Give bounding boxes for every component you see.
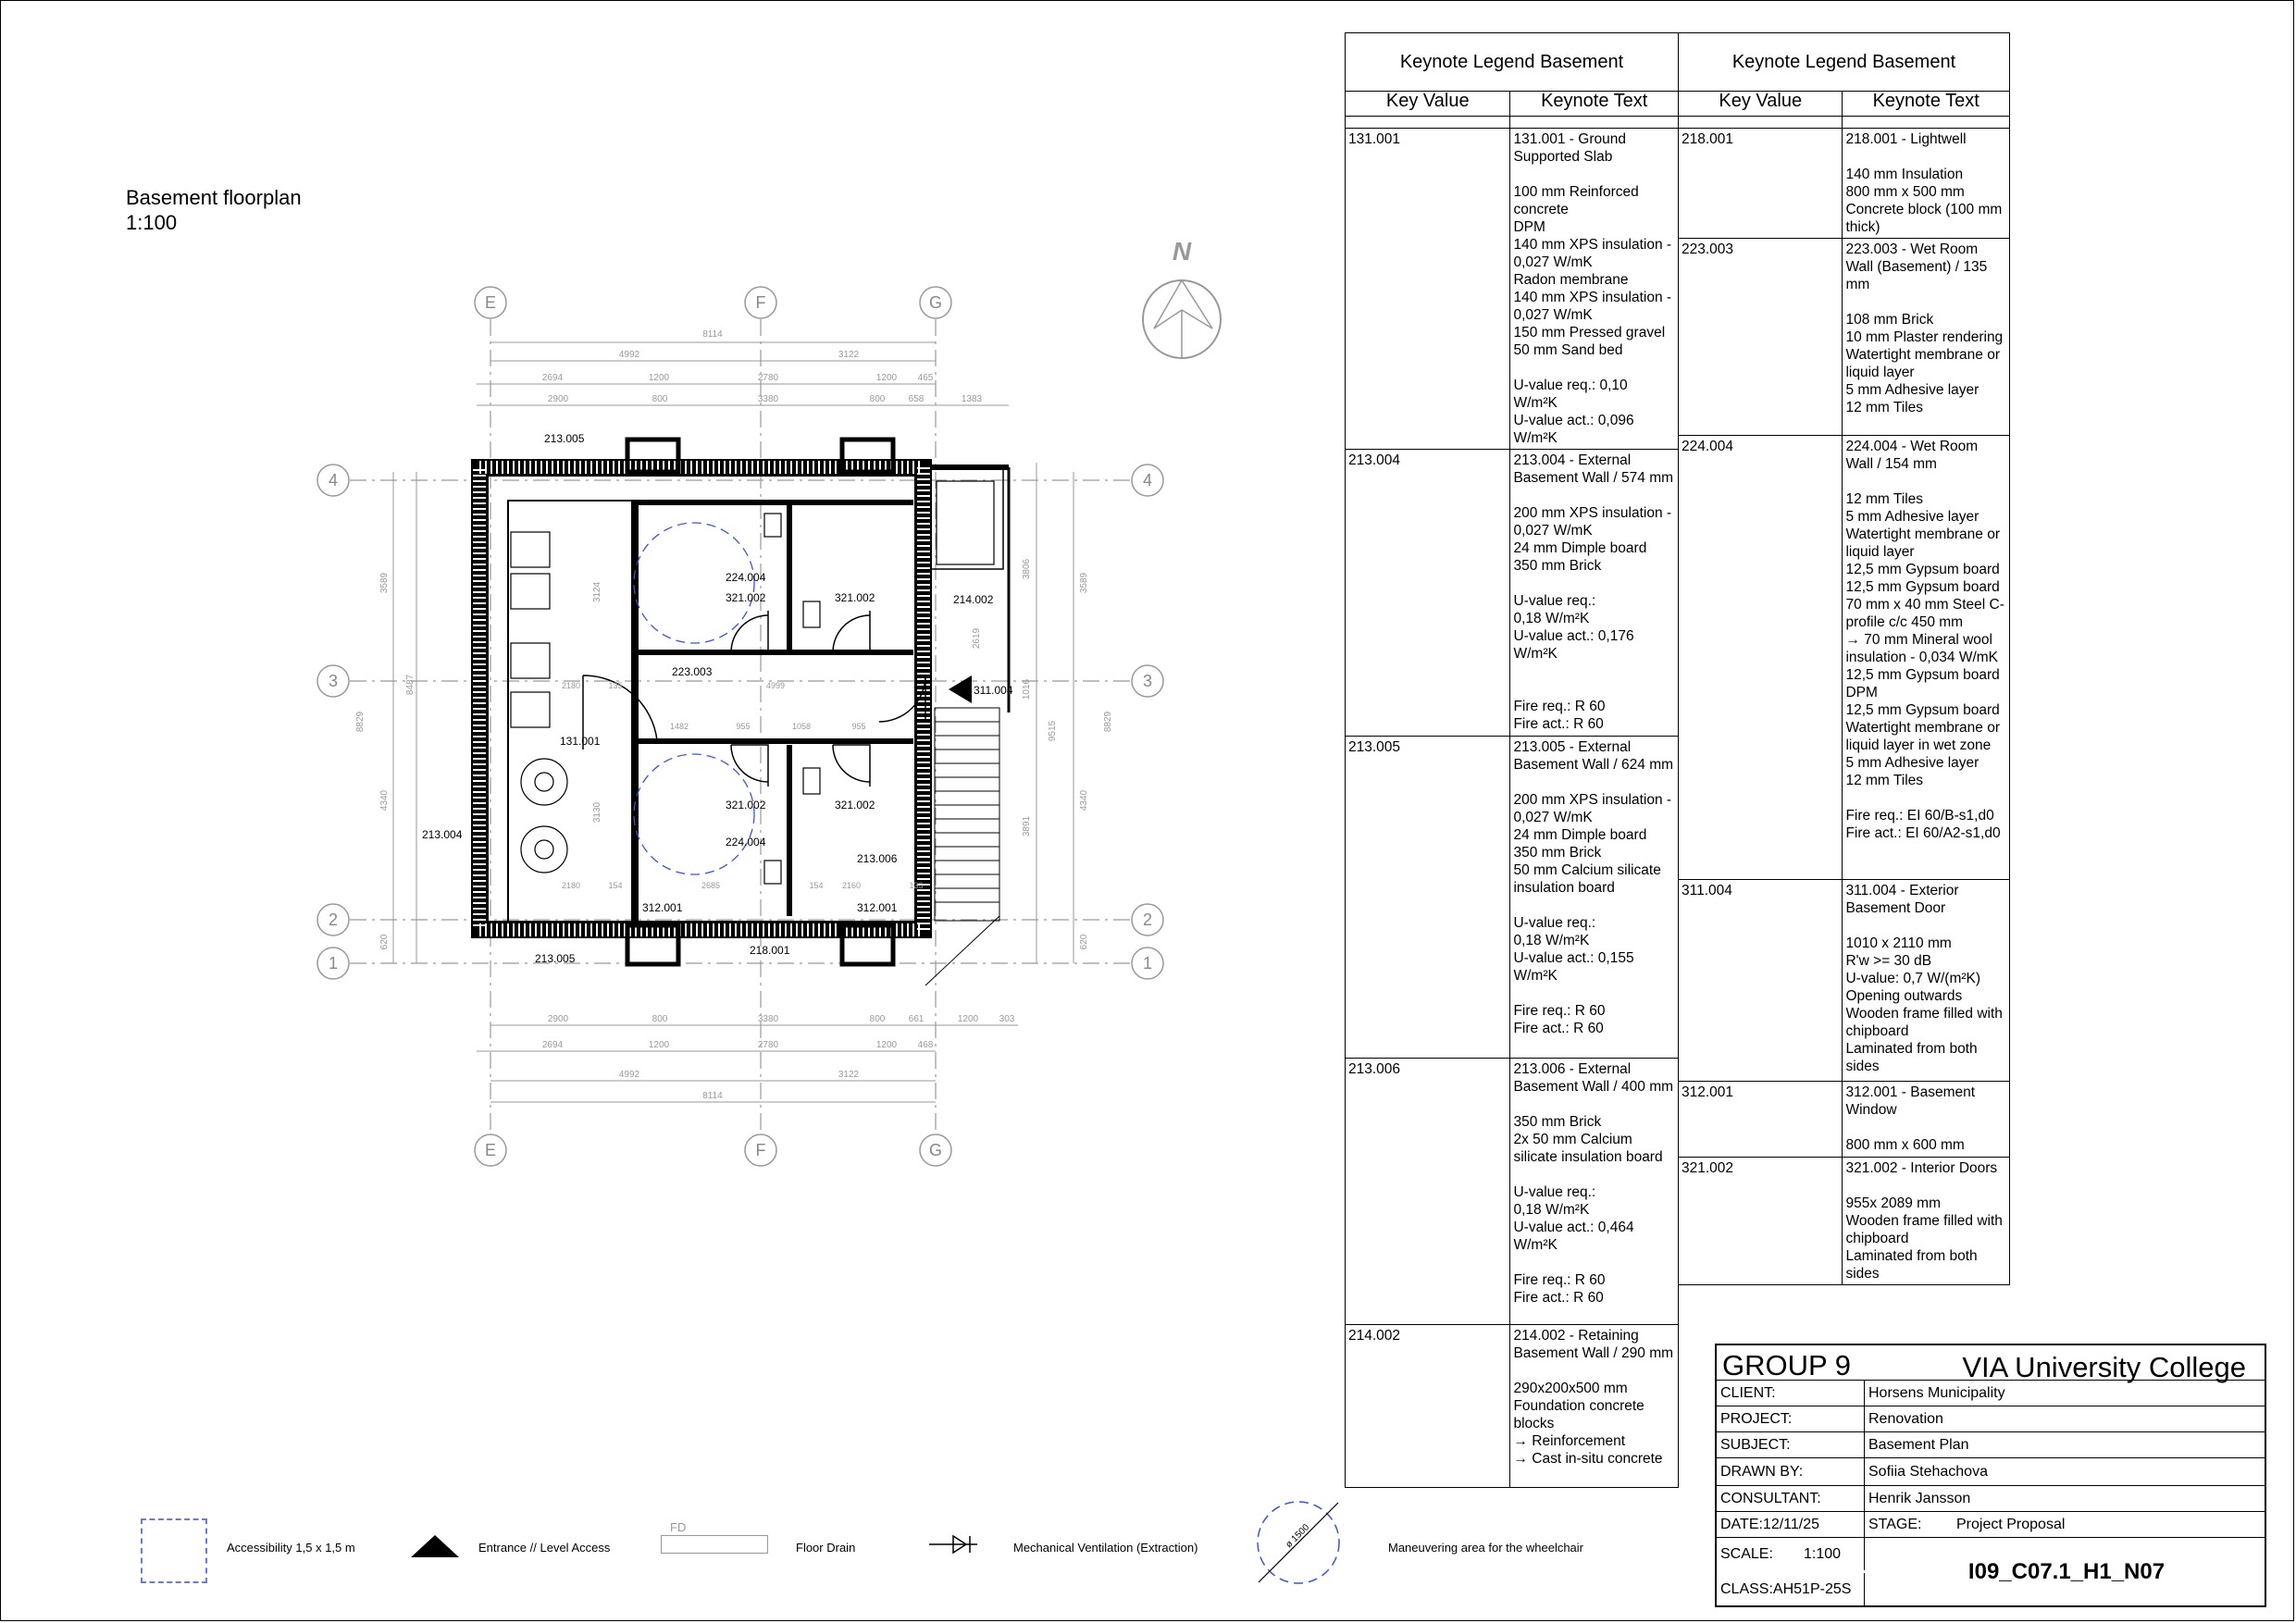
dim-text: 658	[908, 394, 925, 404]
table-row	[1679, 239, 2010, 436]
grid-label: 4	[1142, 471, 1153, 489]
keynote-tag: 213.006	[857, 852, 898, 865]
grid-label: G	[928, 1141, 943, 1159]
dim-text: 1200	[875, 1040, 898, 1050]
key-value-cell: 214.002	[1346, 1325, 1510, 1488]
dim-text: 2180	[561, 881, 581, 890]
dim-text: 2180	[561, 681, 581, 690]
entrance-icon	[409, 1533, 461, 1559]
floor-drain-fd-label: FD	[670, 1520, 687, 1534]
dim-text: 8487	[405, 674, 416, 696]
keynote-text-cell: 218.001 - Lightwell 140 mm Insulation 800 mm x 500 mm Concrete block (100 mm thick)	[1843, 129, 2010, 239]
key-value-cell: 213.006	[1346, 1059, 1510, 1325]
grid-label: G	[928, 293, 943, 312]
title-block-row-drawn	[1717, 1457, 2265, 1486]
key-value-cell: 218.001	[1679, 129, 1843, 239]
dim-text: 3122	[838, 350, 860, 360]
key-value-cell: 311.004	[1679, 880, 1843, 1082]
key-value-cell: 223.003	[1679, 239, 1843, 436]
legend-ventilation: Mechanical Ventilation (Extraction)	[1013, 1541, 1198, 1555]
keynote-text-cell: 321.002 - Interior Doors 955x 2089 mm Wooden frame filled with chipboard Laminated from both sides	[1843, 1158, 2010, 1285]
scale-label: SCALE:	[1717, 1538, 1865, 1570]
keynote-tag: 214.002	[953, 593, 994, 606]
north-label: N	[1172, 237, 1192, 266]
wheelchair-turning-icon	[1247, 1492, 1349, 1593]
table-row	[1679, 436, 2010, 880]
grid-label: E	[484, 1141, 497, 1159]
dim-text: 4992	[618, 350, 640, 360]
title-block-row-client	[1717, 1380, 2265, 1406]
table-title: Keynote Legend Basement	[1346, 33, 1679, 92]
dim-text: 8114	[702, 329, 723, 340]
dim-text: 4999	[765, 681, 786, 690]
legend-maneuvering: Maneuvering area for the wheelchair	[1388, 1541, 1584, 1555]
dim-text: 2900	[547, 1014, 569, 1024]
dim-text: 133	[909, 881, 924, 890]
dim-text: 3380	[757, 394, 779, 404]
dim-text: 9515	[1048, 720, 1058, 742]
keynote-tag: 223.003	[672, 665, 713, 678]
dim-text: 800	[652, 394, 668, 404]
dim-text: 3122	[838, 1070, 860, 1080]
dim-text: 955	[736, 722, 751, 731]
dim-text: 465	[917, 373, 934, 383]
keynote-tag: 224.004	[726, 836, 766, 849]
grid-label: 4	[328, 471, 339, 489]
dim-text: 8829	[1103, 711, 1113, 733]
keynote-table-right	[1678, 32, 2010, 1285]
keynote-tag: 311.004	[974, 684, 1013, 697]
plan-title-block	[126, 185, 302, 235]
keynote-tag: 213.004	[422, 828, 463, 841]
dim-text: 2685	[701, 881, 721, 890]
title-block-row-scale	[1717, 1537, 2265, 1605]
keynote-tag: 213.005	[544, 432, 585, 445]
grid-label: 2	[1142, 911, 1153, 929]
keynote-tag: 312.001	[642, 901, 683, 914]
dim-text: 3589	[1079, 572, 1089, 594]
keynote-tag: 218.001	[750, 944, 790, 957]
title-block	[1715, 1344, 2266, 1607]
table-row	[1346, 1059, 1679, 1325]
dim-text: 1016	[1022, 678, 1032, 700]
legend-accessibility: Accessibility 1,5 x 1,5 m	[227, 1541, 355, 1555]
dim-text: 955	[851, 722, 866, 731]
table-row	[1679, 1082, 2010, 1158]
project-label: PROJECT:	[1717, 1406, 1865, 1432]
table-row	[1346, 1325, 1679, 1488]
dim-text: 4340	[379, 789, 390, 812]
dim-text: 2619	[972, 627, 982, 650]
walls	[472, 440, 1009, 964]
table-row	[1679, 880, 2010, 1082]
plan-title: Basement floorplan	[126, 186, 302, 209]
entrance-marker	[949, 675, 972, 703]
keynote-tag: 321.002	[835, 591, 875, 604]
dim-text: 8829	[355, 711, 366, 733]
dim-text: 1482	[669, 722, 689, 731]
key-value-cell: 312.001	[1679, 1082, 1843, 1158]
grid-label: F	[755, 1141, 766, 1159]
dim-text: 2780	[757, 1040, 779, 1050]
column-header-text: Keynote Text	[1510, 92, 1679, 117]
grid-label: 1	[1142, 954, 1153, 973]
keynote-tag: 321.002	[726, 591, 766, 604]
table-row	[1346, 450, 1679, 737]
dim-text: 4340	[1079, 789, 1089, 812]
table-row	[1679, 1158, 2010, 1285]
keynote-text-cell: 311.004 - Exterior Basement Door 1010 x 2110 mm R'w >= 30 dB U-value: 0,7 W/(m²K) Opening outwards Wooden frame filled with chipboard Laminated from both sides	[1843, 880, 2010, 1082]
dim-text: 8114	[702, 1091, 723, 1101]
grid-label: 2	[328, 911, 339, 929]
keynote-text-cell: 224.004 - Wet Room Wall / 154 mm 12 mm Tiles 5 mm Adhesive layer Watertight membrane or liquid layer 12,5 mm Gypsum board 12,5 mm Gypsum board 70 mm x 40 mm Steel C-profile c/c 450 mm → 70 mm Mineral wool insulation - 0,034 W/mK 12,5 mm Gypsum board DPM 12,5 mm Gypsum board Watertight membrane or liquid layer in wet zone 5 mm Adhesive layer 12 mm Tiles Fire req.: EI 60/B-s1,d0 Fire act.: EI 60/A2-s1,d0	[1843, 436, 2010, 880]
keynote-text-cell: 213.005 - External Basement Wall / 624 mm 200 mm XPS insulation - 0,027 W/mK 24 mm Dimple board 350 mm Brick 50 mm Calcium silicate insulation board U-value req.: 0,18 W/m²K U-value act.: 0,155 W/m²K Fire req.: R 60 Fire act.: R 60	[1510, 737, 1679, 1059]
turning-diameter-label: ø 1500	[1284, 1522, 1312, 1551]
client-label: CLIENT:	[1717, 1381, 1865, 1406]
client-value: Horsens Municipality	[1868, 1385, 2005, 1401]
dim-text: 800	[869, 394, 886, 404]
dim-text: 800	[652, 1014, 668, 1024]
dim-text: 468	[917, 1040, 934, 1050]
consultant-value: Henrik Jansson	[1868, 1491, 1971, 1506]
table-row	[1346, 129, 1679, 450]
column-header-key: Key Value	[1679, 92, 1843, 117]
floor-drain-icon	[661, 1535, 768, 1554]
dim-text: 661	[908, 1014, 925, 1024]
dim-text: 2694	[541, 1040, 564, 1050]
dim-text: 800	[869, 1014, 886, 1024]
dim-text: 3891	[1022, 815, 1032, 837]
drawn-by-value: Sofiia Stehachova	[1868, 1464, 1988, 1480]
key-value-cell: 321.002	[1679, 1158, 1843, 1285]
grid-label: E	[484, 293, 497, 312]
keynote-text-cell: 213.004 - External Basement Wall / 574 mm 200 mm XPS insulation - 0,027 W/mK 24 mm Dimple board 350 mm Brick U-value req.: 0,18 W/m²K U-value act.: 0,176 W/m²K Fire req.: R 60 Fire act.: R 60	[1510, 450, 1679, 737]
table-row	[1346, 737, 1679, 1059]
keynote-tag: 321.002	[835, 799, 875, 812]
dim-text: 1200	[648, 373, 670, 383]
dim-text: 3589	[379, 572, 390, 594]
dim-text: 620	[1079, 934, 1089, 950]
accessibility-icon	[141, 1518, 207, 1583]
key-value-cell: 131.001	[1346, 129, 1510, 450]
date-value: DATE:12/11/25	[1717, 1512, 1865, 1538]
group-name: GROUP 9	[1722, 1349, 1851, 1381]
scale-value: 1:100	[1804, 1545, 1842, 1562]
title-block-row-project	[1717, 1406, 2265, 1432]
plan-scale: 1:100	[126, 211, 178, 234]
project-value: Renovation	[1868, 1411, 1943, 1427]
dim-text: 303	[999, 1014, 1015, 1024]
dim-text: 2694	[541, 373, 564, 383]
college-name: VIA University College	[1962, 1351, 2246, 1383]
drawing-number: I09_C07.1_H1_N07	[1967, 1558, 2166, 1584]
dim-text: 3130	[592, 801, 602, 824]
keynote-tag: 312.001	[857, 901, 898, 914]
dim-text: 2780	[757, 373, 779, 383]
table-row	[1679, 129, 2010, 239]
basement-floor-plan	[296, 222, 1240, 1175]
drawn-by-label: DRAWN BY:	[1717, 1458, 1865, 1486]
dim-text: 1383	[961, 394, 983, 404]
dim-text: 3380	[757, 1014, 779, 1024]
grid-label: 3	[1142, 672, 1153, 690]
stage-value: Project Proposal	[1956, 1517, 2066, 1532]
keynote-text-cell: 214.002 - Retaining Basement Wall / 290 mm 290x200x500 mm Foundation concrete blocks → Reinforcement → Cast in-situ concrete	[1510, 1325, 1679, 1488]
subject-value: Basement Plan	[1868, 1437, 1969, 1453]
dim-text: 154	[608, 881, 623, 890]
dim-text: 620	[379, 934, 390, 950]
column-header-key: Key Value	[1346, 92, 1510, 117]
key-value-cell: 213.004	[1346, 450, 1510, 737]
table-title: Keynote Legend Basement	[1679, 33, 2010, 92]
subject-label: SUBJECT:	[1717, 1432, 1865, 1458]
key-value-cell: 224.004	[1679, 436, 1843, 880]
ventilation-icon	[925, 1534, 981, 1555]
legend-floor-drain: Floor Drain	[796, 1541, 856, 1555]
grid-label: 1	[328, 954, 339, 973]
dim-text: 2160	[841, 881, 862, 890]
exterior-stair	[925, 708, 999, 985]
keynote-text-cell: 312.001 - Basement Window 800 mm x 600 mm	[1843, 1082, 2010, 1158]
dim-text: 4992	[618, 1070, 640, 1080]
north-arrow	[1134, 236, 1226, 361]
keynote-tag: 213.005	[535, 952, 576, 965]
stage-label: STAGE:	[1868, 1517, 1922, 1532]
dim-text: 154	[809, 881, 824, 890]
keynote-text-cell: 213.006 - External Basement Wall / 400 mm 350 mm Brick 2x 50 mm Calcium silicate insulation board U-value req.: 0,18 W/m²K U-value act.: 0,464 W/m²K Fire req.: R 60 Fire act.: R 60	[1510, 1059, 1679, 1325]
dim-text: 1200	[875, 373, 898, 383]
dim-text: 1200	[648, 1040, 670, 1050]
title-block-row-consultant	[1717, 1485, 2265, 1512]
grid-label: F	[755, 293, 766, 312]
keynote-tag: 131.001	[560, 735, 601, 748]
class-value: CLASS:AH51P-25S	[1717, 1573, 1865, 1605]
dim-text: 1200	[957, 1014, 979, 1024]
dim-text: 1058	[791, 722, 812, 731]
title-block-row-subject	[1717, 1431, 2265, 1458]
consultant-label: CONSULTANT:	[1717, 1486, 1865, 1512]
keynote-tag: 321.002	[726, 799, 766, 812]
keynote-table-left	[1345, 32, 1679, 1488]
dim-text: 135	[608, 681, 623, 690]
key-value-cell: 213.005	[1346, 737, 1510, 1059]
dim-text: 2900	[547, 394, 569, 404]
grid-label: 3	[328, 672, 339, 690]
keynote-text-cell: 131.001 - Ground Supported Slab 100 mm Reinforced concrete DPM 140 mm XPS insulation - 0,027 W/mK Radon membrane 140 mm XPS insulation - 0,027 W/mK 150 mm Pressed gravel 50 mm Sand bed U-value req.: 0,10 W/m²K U-value act.: 0,096 W/m²K	[1510, 129, 1679, 450]
column-header-text: Keynote Text	[1843, 92, 2010, 117]
title-block-row-date	[1717, 1511, 2265, 1538]
dim-text: 3806	[1022, 558, 1032, 580]
legend-entrance: Entrance // Level Access	[478, 1541, 611, 1555]
keynote-text-cell: 223.003 - Wet Room Wall (Basement) / 135 mm 108 mm Brick 10 mm Plaster rendering Watertight membrane or liquid layer 5 mm Adhesive layer 12 mm Tiles	[1843, 239, 2010, 436]
dim-text: 3124	[592, 581, 602, 603]
keynote-tag: 224.004	[726, 571, 766, 584]
